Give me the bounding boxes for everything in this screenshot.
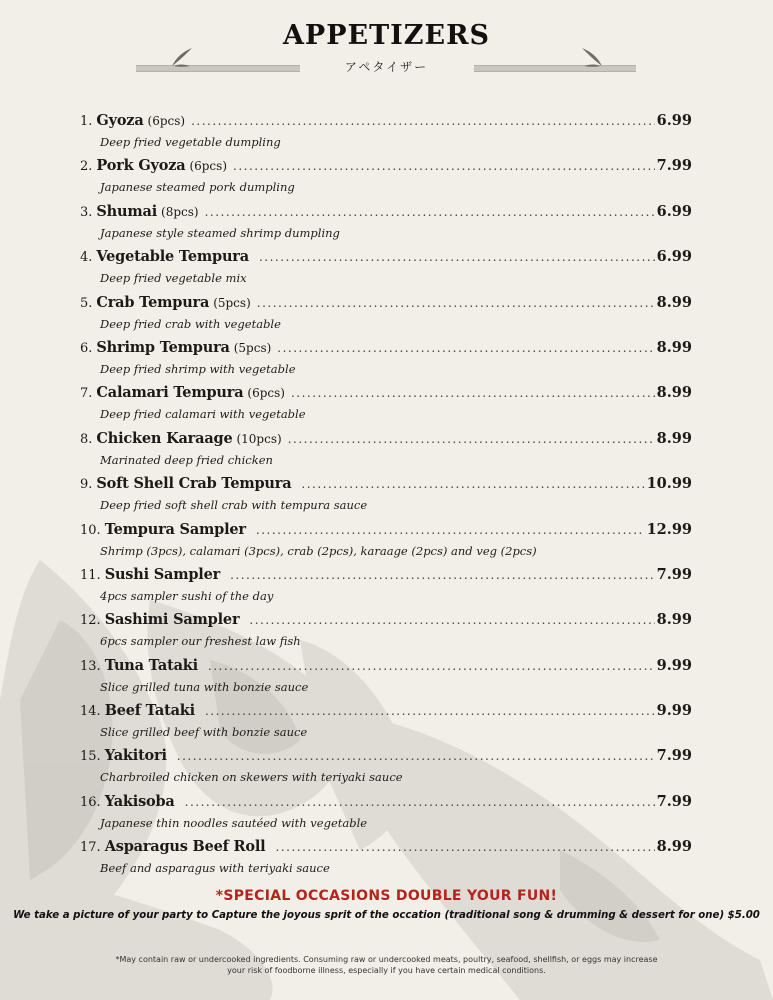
item-name: Yakitori — [104, 747, 167, 765]
menu-item-row — [80, 157, 692, 179]
item-price: 8.99 — [656, 384, 692, 402]
menu-item — [80, 475, 692, 520]
page-title: APPETIZERS — [282, 20, 491, 51]
menu-item-row — [80, 702, 692, 724]
menu-item-row — [80, 657, 692, 679]
food-safety-disclaimer — [100, 954, 673, 976]
item-description: Japanese style steamed shrimp dumpling — [100, 225, 340, 240]
item-description: 6pcs sampler our freshest law fish — [100, 634, 301, 649]
item-quantity: (5pcs) — [213, 295, 251, 310]
item-number: 17. — [80, 840, 101, 856]
item-number: 1. — [80, 114, 93, 129]
menu-item-row — [80, 294, 692, 316]
appetizer-list — [80, 112, 692, 884]
menu-item-row — [80, 475, 692, 497]
item-name: Crab Tempura — [96, 293, 210, 311]
dot-leader — [177, 749, 655, 763]
menu-item-row — [80, 611, 692, 633]
item-number: 2. — [80, 159, 93, 175]
item-number: 16. — [80, 794, 101, 810]
dot-leader — [256, 523, 645, 537]
item-price: 12.99 — [646, 520, 692, 538]
item-name: Soft Shell Crab Tempura — [96, 475, 292, 493]
item-price: 8.99 — [656, 293, 692, 311]
menu-item-row — [80, 384, 692, 406]
menu-item-row — [80, 793, 692, 815]
item-quantity: (6pcs) — [247, 386, 285, 401]
item-number: 11. — [80, 567, 101, 583]
item-name: Tuna Tataki — [104, 656, 198, 674]
item-description: Slice grilled tuna with bonzie sauce — [100, 679, 309, 694]
dot-leader — [205, 704, 655, 718]
item-price: 7.99 — [656, 792, 692, 810]
item-description: Shrimp (3pcs), calamari (3pcs), crab (2pcs), karaage (2pcs) and veg (2pcs) — [100, 543, 537, 558]
dot-leader — [259, 250, 655, 264]
menu-item-row — [80, 430, 692, 452]
dot-leader — [257, 296, 655, 310]
special-occasions-details: We take a picture of your party to Capture the joyous sprit of the occation (traditional song & drumming & dessert for one) $5.00 — [13, 910, 760, 921]
dot-leader — [249, 613, 654, 627]
item-number: 12. — [80, 613, 101, 629]
item-number: 9. — [80, 477, 93, 493]
menu-item — [80, 838, 692, 883]
item-description: Deep fried crab with vegetable — [100, 316, 281, 331]
menu-item — [80, 430, 692, 475]
item-description: Deep fried shrimp with vegetable — [100, 361, 296, 376]
menu-item-row — [80, 747, 692, 769]
item-price: 8.99 — [656, 429, 692, 447]
dot-leader — [205, 205, 655, 219]
item-description: Deep fried vegetable dumpling — [100, 135, 281, 149]
dot-leader — [277, 341, 654, 355]
item-number: 14. — [80, 704, 101, 720]
item-quantity: (10pcs) — [236, 431, 282, 446]
item-number: 7. — [80, 386, 93, 402]
item-price: 7.99 — [656, 157, 692, 175]
item-price: 7.99 — [656, 565, 692, 583]
dot-leader — [230, 568, 655, 582]
item-price: 10.99 — [646, 475, 692, 493]
dot-leader — [288, 432, 655, 446]
item-name: Tempura Sampler — [104, 520, 246, 538]
item-description: Japanese thin noodles sautéed with vegetable — [100, 815, 368, 830]
item-quantity: (6pcs) — [147, 114, 186, 128]
menu-item — [80, 384, 692, 429]
item-description: Deep fried soft shell crab with tempura sauce — [100, 498, 368, 513]
dot-leader — [233, 159, 655, 173]
item-description: Slice grilled beef with bonzie sauce — [100, 725, 308, 740]
menu-item — [80, 793, 692, 838]
menu-item — [80, 157, 692, 202]
dot-leader — [301, 477, 644, 491]
item-description: Japanese steamed pork dumpling — [100, 180, 295, 195]
menu-item-row — [80, 248, 692, 270]
disclaimer-line-1: *May contain raw or undercooked ingredients. Consuming raw or undercooked meats, poultry, seafood, shellfish, or eggs may increase — [115, 955, 658, 964]
item-name: Gyoza — [96, 112, 144, 129]
dot-leader — [291, 386, 655, 400]
menu-item — [80, 248, 692, 293]
menu-item-row — [80, 112, 692, 134]
item-price: 6.99 — [656, 248, 692, 266]
menu-item — [80, 611, 692, 656]
item-price: 9.99 — [656, 702, 692, 720]
item-name: Yakisoba — [104, 792, 175, 810]
item-name: Beef Tataki — [104, 702, 195, 720]
item-name: Sashimi Sampler — [104, 611, 240, 629]
menu-item — [80, 566, 692, 611]
menu-item — [80, 294, 692, 339]
item-number: 4. — [80, 250, 93, 266]
menu-item — [80, 702, 692, 747]
item-price: 7.99 — [656, 747, 692, 765]
item-quantity: (5pcs) — [233, 340, 272, 355]
item-name: Shumai — [96, 202, 158, 220]
dot-leader — [276, 840, 655, 854]
item-name: Sushi Sampler — [104, 565, 221, 583]
item-number: 13. — [80, 658, 101, 674]
item-description: Marinated deep fried chicken — [100, 452, 273, 467]
menu-item-row — [80, 566, 692, 588]
item-price: 8.99 — [656, 611, 692, 629]
disclaimer-line-2: your risk of foodborne illness, especially if you have certain medical conditions. — [227, 966, 546, 975]
item-description: Deep fried calamari with vegetable — [100, 407, 306, 422]
menu-item-row — [80, 203, 692, 225]
dot-leader — [191, 114, 655, 128]
item-quantity: (8pcs) — [161, 204, 199, 219]
item-number: 6. — [80, 340, 93, 356]
item-price: 9.99 — [656, 656, 692, 674]
item-quantity: (6pcs) — [189, 159, 227, 174]
item-description: Beef and asparagus with teriyaki sauce — [100, 861, 330, 876]
dot-leader — [185, 795, 655, 809]
item-number: 15. — [80, 749, 101, 765]
page-subtitle-japanese: アペタイザー — [344, 60, 429, 74]
item-number: 8. — [80, 431, 93, 447]
item-number: 5. — [80, 295, 93, 311]
item-price: 8.99 — [656, 338, 692, 356]
dot-leader — [208, 659, 655, 673]
item-description: 4pcs sampler sushi of the day — [100, 588, 274, 603]
item-price: 6.99 — [656, 202, 692, 220]
menu-item-row — [80, 339, 692, 361]
menu-item — [80, 203, 692, 248]
item-description: Charbroiled chicken on skewers with teriyaki sauce — [100, 770, 403, 785]
item-number: 3. — [80, 204, 93, 220]
item-description: Deep fried vegetable mix — [100, 271, 247, 286]
item-number: 10. — [80, 522, 101, 538]
menu-item — [80, 747, 692, 792]
item-name: Pork Gyoza — [96, 157, 186, 175]
item-name: Vegetable Tempura — [96, 248, 249, 266]
special-occasions-headline: *SPECIAL OCCASIONS DOUBLE YOUR FUN! — [215, 888, 558, 904]
item-name: Shrimp Tempura — [96, 338, 230, 356]
menu-item — [80, 657, 692, 702]
menu-item — [80, 521, 692, 566]
menu-header — [0, 18, 773, 88]
menu-item-row — [80, 838, 692, 860]
item-name: Asparagus Beef Roll — [104, 838, 266, 856]
item-name: Calamari Tempura — [96, 384, 244, 402]
menu-item — [80, 339, 692, 384]
item-price: 6.99 — [656, 112, 692, 129]
item-name: Chicken Karaage — [96, 429, 233, 447]
menu-item-row — [80, 521, 692, 543]
menu-item — [80, 112, 692, 157]
item-price: 8.99 — [656, 838, 692, 856]
